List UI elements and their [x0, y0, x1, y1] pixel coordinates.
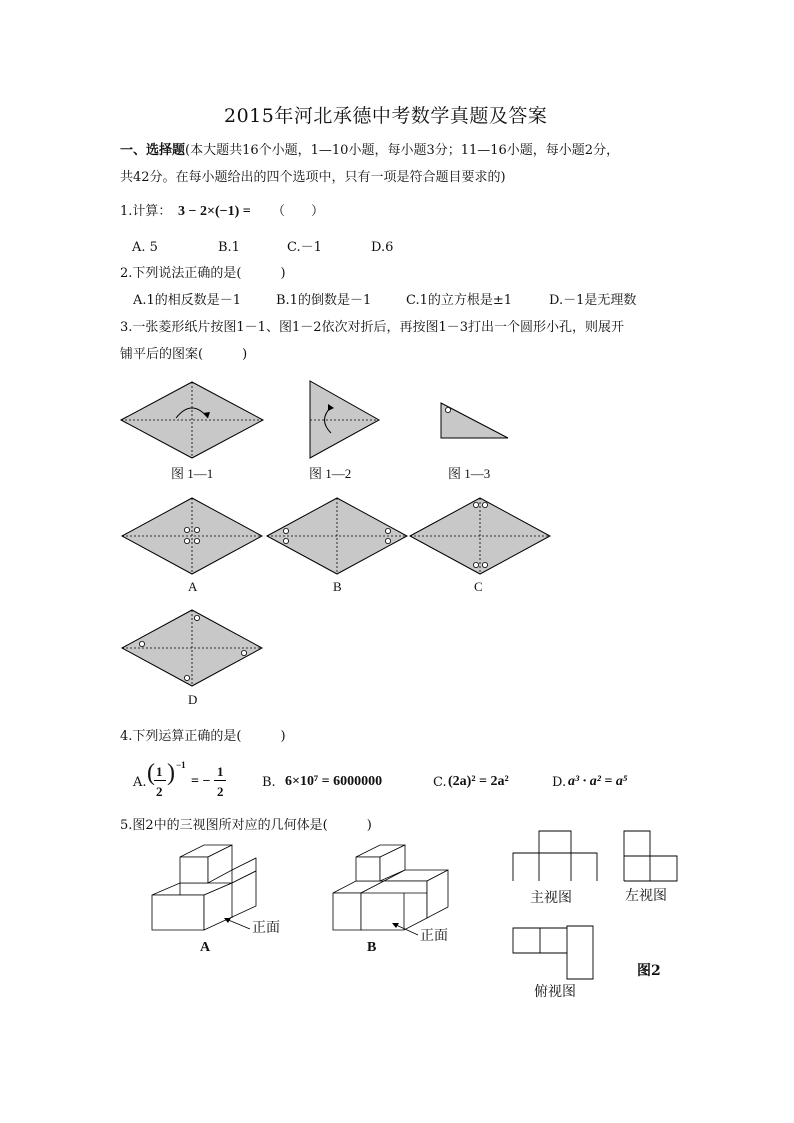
q1-option-a: A. 5	[132, 240, 158, 255]
section-heading: 一、选择题	[120, 143, 186, 158]
q3-option-d-figure	[122, 610, 262, 686]
left-view-label: 左视图	[625, 888, 667, 904]
q3-option-b-label: B	[333, 579, 342, 594]
q1-paren: （ ）	[272, 204, 325, 219]
q4-option-c-prefix: C.	[433, 775, 447, 790]
top-view	[513, 926, 593, 979]
front-view-label: 主视图	[530, 890, 572, 906]
q5-stem: 5.图2中的三视图所对应的几何体是( )	[120, 818, 372, 833]
q4-a-rhs-num: 1	[217, 764, 224, 779]
q2-option-d: D.－1是无理数	[549, 293, 637, 308]
q2-option-b: B.1的倒数是－1	[276, 293, 372, 308]
q1-option-d: D.6	[371, 240, 394, 255]
q4-option-d-expr: a³ · a² = a⁵	[568, 774, 628, 789]
section-desc-line2: 共42分。在每小题给出的四个选项中，只有一项是符合题目要求的)	[120, 170, 506, 185]
q4-a-rparen: )	[167, 760, 175, 786]
q3-option-d-label: D	[188, 692, 198, 707]
q2-option-a: A.1的相反数是－1	[133, 293, 242, 308]
q4-option-b-expr: 6×10⁷ = 6000000	[285, 774, 383, 789]
q4-a-num: 1	[156, 764, 163, 779]
front-view	[513, 831, 597, 881]
q1-stem: 1.计算：	[120, 204, 172, 219]
q5-front-label-b: 正面	[420, 928, 448, 944]
fig-1-3-small-triangle	[441, 403, 508, 438]
q5-front-label-a: 正面	[252, 920, 280, 936]
fig-2-label: 图2	[637, 963, 661, 979]
fig-1-1-rhombus	[121, 382, 263, 458]
q5-solid-b-label: B	[367, 940, 377, 955]
q4-option-a-prefix: A.	[133, 775, 147, 790]
section-desc: (本大题共16个小题，1—10小题，每小题3分；11—16小题，每小题2分，	[185, 143, 620, 158]
q3-option-a-label: A	[188, 579, 198, 594]
fig-1-3-label: 图 1—3	[448, 466, 491, 481]
q4-a-rhs-den: 2	[217, 784, 224, 799]
q3-option-c-figure	[410, 498, 550, 574]
q3-option-b-figure	[267, 498, 407, 574]
q3-option-a-figure	[122, 498, 262, 574]
q4-a-exp: −1	[176, 760, 186, 770]
page-title: 2015年河北承德中考数学真题及答案	[224, 105, 548, 127]
q4-option-c-expr: (2a)² = 2a²	[448, 774, 509, 789]
fig-1-1-label: 图 1—1	[171, 466, 214, 481]
q4-a-fracbar	[154, 780, 166, 781]
fig-1-2-label: 图 1—2	[309, 466, 352, 481]
q4-a-rhs: = −	[191, 774, 211, 789]
q1-expression: 3 − 2×(−1) =	[178, 204, 251, 219]
q3-option-c-label: C	[474, 579, 483, 594]
top-view-label: 俯视图	[534, 984, 576, 1000]
q4-option-b-prefix: B.	[262, 775, 276, 790]
front-arrow-a	[224, 918, 250, 929]
q4-a-rhs-fracbar	[214, 780, 226, 781]
q5-solid-a-label: A	[200, 940, 211, 955]
q4-a-den: 2	[156, 784, 163, 799]
q1-option-b: B.1	[218, 240, 240, 255]
q1-option-c: C.－1	[287, 240, 322, 255]
q5-solid-a	[152, 845, 256, 930]
q2-option-c: C.1的立方根是±1	[406, 293, 513, 308]
q4-stem: 4.下列运算正确的是( )	[120, 729, 286, 744]
q4-option-d-prefix: D.	[552, 775, 567, 790]
left-view	[624, 831, 677, 881]
q2-stem: 2.下列说法正确的是( )	[120, 266, 286, 281]
q4-a-lparen: (	[147, 760, 155, 786]
q3-stem-line2: 铺平后的图案( )	[120, 347, 248, 362]
q3-stem-line1: 3.一张菱形纸片按图1－1、图1－2依次对折后，再按图1－3打出一个圆形小孔，则展开	[120, 320, 625, 335]
q5-solid-b	[333, 845, 448, 930]
fig-1-2-triangle	[310, 381, 379, 458]
